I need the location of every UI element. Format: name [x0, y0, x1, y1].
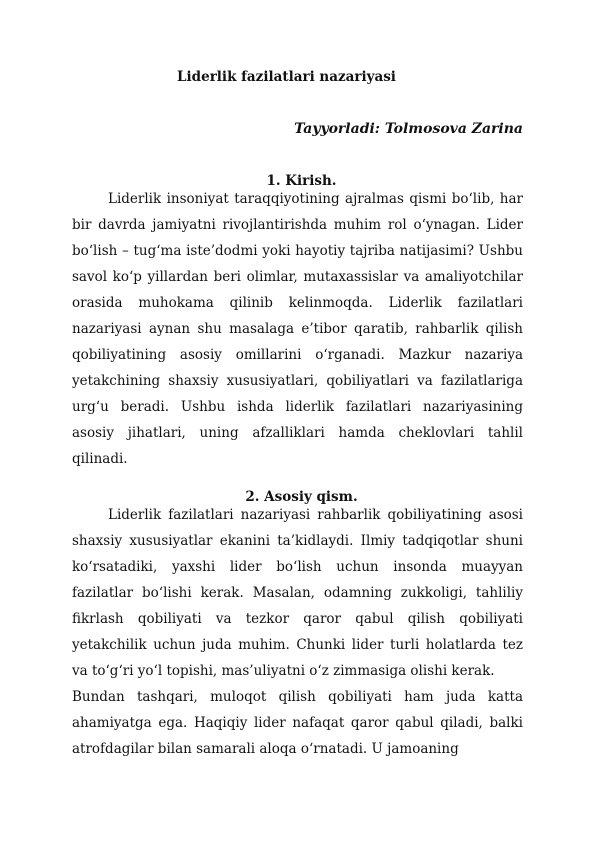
main-part-paragraph-2: Bundan tashqari, muloqot qilish qobiliyati ham juda katta ahamiyatga ega. Haqiqiy lider nafaqat qaror qabul qiladi, balki atrofdagilar bilan samarali aloqa o‘rnatadi. U jamoaning: [72, 689, 523, 757]
document-title: Liderlik fazilatlari nazariyasi: [177, 69, 396, 85]
section-heading-main-part: 2. Asosiy qism.: [245, 489, 358, 505]
author-line: Tayyorladi: Tolmosova Zarina: [294, 121, 523, 137]
section-heading-introduction: 1. Kirish.: [266, 173, 337, 189]
introduction-paragraph: Liderlik insoniyat taraqqiyotining ajralmas qismi bo‘lib, har bir davrda jamiyatni rivojlantirishda muhim rol o‘ynagan. Lider bo‘lish – tug‘ma iste’dodmi yoki hayotiy tajriba natijasimi? Ushbu savol ko‘p yillardan beri olimlar, mutaxassislar va amaliyotchilar orasida muhokama qilinib kelinmoqda. Liderlik fazilatlari nazariyasi aynan shu masalaga e’tibor qaratib, rahbarlik qilish qobiliyatining asosiy omillarini o‘rganadi. Mazkur nazariya yetakchining shaxsiy xususiyatlari, qobiliyatlari va fazilatlariga urg‘u beradi. Ushbu ishda liderlik fazilatlari nazariyasining asosiy jihatlari, uning afzalliklari hamda cheklovlari tahlil qilinadi.: [72, 191, 523, 467]
main-part-paragraph-1: Liderlik fazilatlari nazariyasi rahbarlik qobiliyatining asosi shaxsiy xususiyatlar ekanini ta’kidlaydi. Ilmiy tadqiqotlar shuni ko‘rsatadiki, yaxshi lider bo‘lish uchun insonda muayyan fazilatlar bo‘lishi kerak. Masalan, odamning zukkoligi, tahliliy fikrlash qobiliyati va tezkor qaror qabul qilish qobiliyati yetakchilik uchun juda muhim. Chunki lider turli holatlarda tez va to‘g‘ri yo‘l topishi, mas’uliyatni o‘z zimmasiga olishi kerak.: [72, 507, 523, 679]
